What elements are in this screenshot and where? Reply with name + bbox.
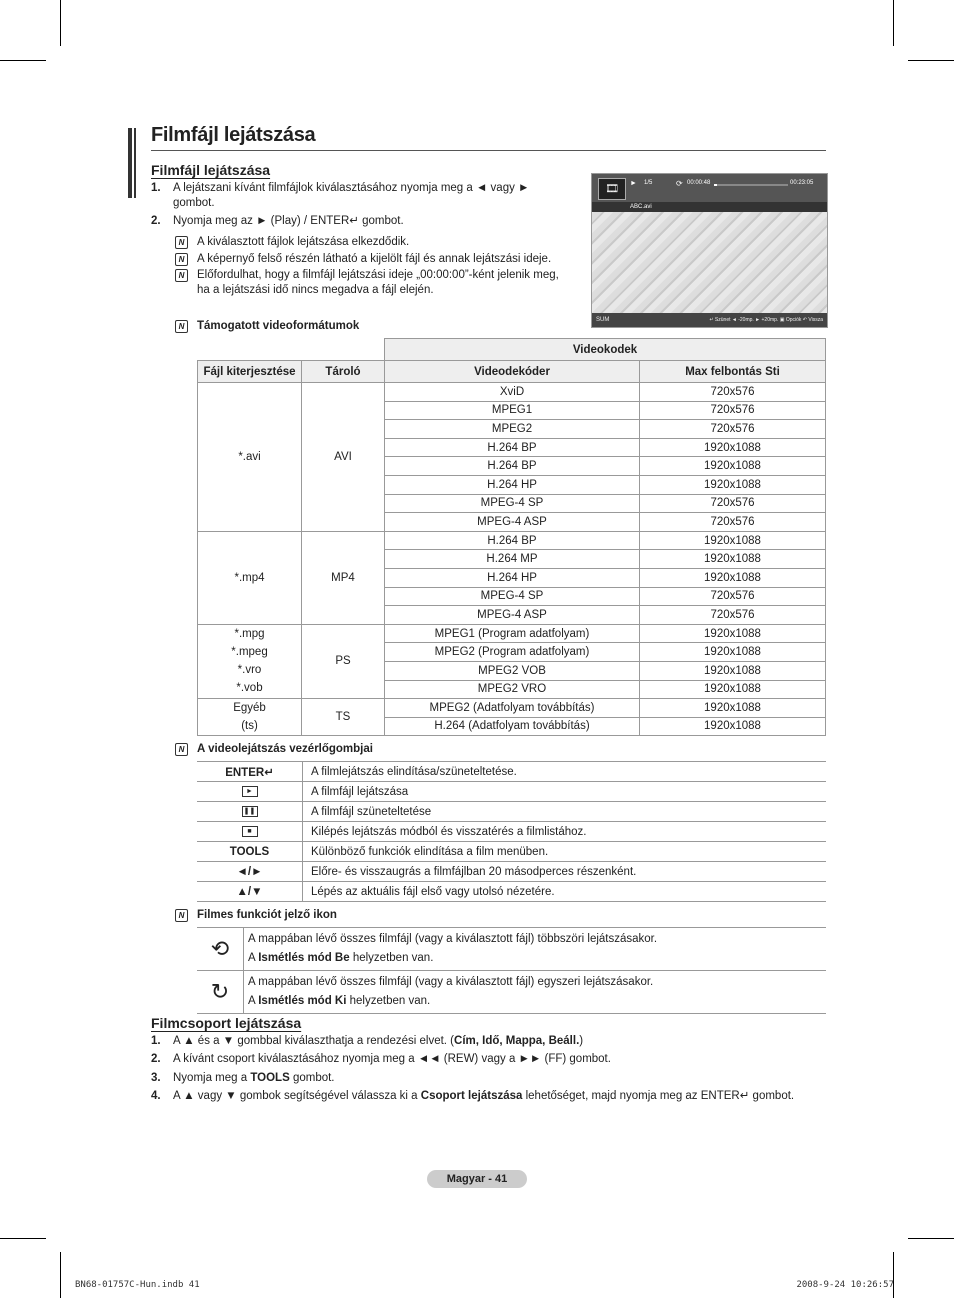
text-run: helyzetben van. <box>349 952 434 964</box>
tv-screen-illustration <box>591 173 828 328</box>
film-icon: 🎞 <box>598 178 626 200</box>
controls-table <box>197 761 826 902</box>
text-bold: Ismétlés mód Ki <box>258 995 347 1007</box>
codec-cell: XviD <box>385 383 640 402</box>
codec-cell: H.264 HP <box>385 475 640 494</box>
codec-cell: H.264 (Adatfolyam továbbítás) <box>385 717 640 736</box>
osd-bottom-bar <box>592 313 827 327</box>
osd-filename-bar <box>592 202 827 212</box>
note-icon: N <box>175 253 188 266</box>
table-row <box>197 862 826 882</box>
control-desc: A filmfájl lejátszása <box>303 782 827 802</box>
codec-cell: H.264 BP <box>385 531 640 550</box>
text-run: A ▲ és a ▼ gombbal kiválaszthatja a rendezési elvet. ( <box>173 1035 455 1047</box>
codec-cell: H.264 BP <box>385 438 640 457</box>
control-key: ▲/▼ <box>197 882 303 902</box>
resolution-cell: 720x576 <box>640 513 826 532</box>
icons-table <box>197 927 826 1014</box>
ext-cell: *.mp4 <box>198 531 302 624</box>
repeat-icon: ⟳ <box>676 179 683 188</box>
table-body <box>198 383 826 736</box>
table-row <box>197 928 826 971</box>
resolution-cell: 1920x1088 <box>640 568 826 587</box>
text-bold: Csoport lejátszása <box>420 1090 523 1102</box>
resolution-cell: 1920x1088 <box>640 475 826 494</box>
text-bold: Cím, Idő, Mappa, Beáll. <box>454 1035 580 1047</box>
note-text: Előfordulhat, hogy a filmfájl lejátszási ideje „00:00:00”-ként jelenik meg, <box>197 269 559 281</box>
crop-mark <box>60 1252 61 1298</box>
crop-mark <box>0 1238 46 1239</box>
resolution-cell: 1920x1088 <box>640 550 826 569</box>
crop-mark <box>908 60 954 61</box>
icon-desc-line: A mappában lévő összes filmfájl (vagy a kiválasztott fájl) egyszeri lejátszásakor. <box>248 976 654 988</box>
note-icon: N <box>175 320 188 333</box>
icon-desc-line <box>248 949 826 968</box>
text-run: A <box>248 952 259 964</box>
step-text <box>173 1089 794 1104</box>
table-row <box>198 699 826 718</box>
resolution-cell: 1920x1088 <box>640 457 826 476</box>
formats-heading: Támogatott videoformátumok <box>197 320 360 332</box>
container-cell: PS <box>302 624 385 698</box>
control-key: TOOLS <box>197 842 303 862</box>
codec-cell: MPEG-4 SP <box>385 587 640 606</box>
table-row <box>198 531 826 550</box>
codec-cell: MPEG2 VOB <box>385 661 640 680</box>
ext-cell: *.mpg *.mpeg *.vro *.vob <box>198 624 302 698</box>
text-run: A ▲ vagy ▼ gombok segítségével válassza ki a <box>173 1090 421 1102</box>
elapsed-time: 00:00:48 <box>687 180 711 186</box>
repeat-off-icon: ↻ <box>197 971 244 1014</box>
control-desc: A filmfájl szüneteltetése <box>303 802 827 822</box>
footer-file: BN68-01757C-Hun.indb 41 <box>75 1280 200 1290</box>
control-key: ENTER↵ <box>197 762 303 782</box>
text-run: Nyomja meg a <box>173 1072 251 1084</box>
title-rule <box>151 150 826 151</box>
resolution-cell: 1920x1088 <box>640 680 826 699</box>
codec-cell: MPEG2 <box>385 420 640 439</box>
resolution-cell: 720x576 <box>640 587 826 606</box>
resolution-cell: 720x576 <box>640 494 826 513</box>
resolution-cell: 720x576 <box>640 383 826 402</box>
table-row <box>198 624 826 643</box>
note-icon: N <box>175 269 188 282</box>
control-desc: Különböző funkciók elindítása a film menüben. <box>303 842 827 862</box>
text-run: gombot. <box>289 1072 335 1084</box>
repeat-on-icon: ⟲ <box>197 928 244 971</box>
codec-cell: H.264 BP <box>385 457 640 476</box>
text-run: lehetőséget, majd nyomja meg az ENTER↵ gombot. <box>522 1090 795 1102</box>
icon-desc-line: A mappában lévő összes filmfájl (vagy a kiválasztott fájl) többszöri lejátszásakor. <box>248 933 658 945</box>
resolution-cell: 1920x1088 <box>640 717 826 736</box>
control-desc: Előre- és visszaugrás a filmfájlban 20 másodperces részenként. <box>303 862 827 882</box>
progress-fill <box>714 184 717 186</box>
crop-mark <box>908 1238 954 1239</box>
table-corner <box>198 339 385 361</box>
source-label: SUM <box>596 317 610 323</box>
table-row <box>197 822 826 842</box>
table-row <box>197 842 826 862</box>
section-heading: Filmcsoport lejátszása <box>151 1015 302 1031</box>
step-text: A kívánt csoport kiválasztásához nyomja meg a ◄◄ (REW) vagy a ►► (FF) gombot. <box>173 1053 611 1065</box>
ext-cell: Egyéb (ts) <box>198 699 302 736</box>
file-counter: 1/5 <box>644 180 653 186</box>
control-key <box>197 822 303 842</box>
crop-mark <box>893 1252 894 1298</box>
codec-cell: H.264 MP <box>385 550 640 569</box>
control-key <box>197 782 303 802</box>
title-accent-bar <box>134 128 136 198</box>
crop-mark <box>0 60 46 61</box>
crop-mark <box>60 0 61 46</box>
page-title: Filmfájl lejátszása <box>151 124 316 146</box>
resolution-cell: 720x576 <box>640 401 826 420</box>
footer-timestamp: 2008-9-24 10:26:57 <box>796 1280 894 1290</box>
file-name: ABC.avi <box>630 204 652 210</box>
codec-cell: MPEG2 (Adatfolyam továbbítás) <box>385 699 640 718</box>
osd-hints: ↵ Szünet ◄ -20mp. ► +20mp. ▣ Opciók ↶ Vissza <box>709 317 823 323</box>
resolution-cell: 1920x1088 <box>640 531 826 550</box>
table-row <box>197 762 826 782</box>
text-run: A <box>248 995 259 1007</box>
text-run: helyzetben van. <box>346 995 431 1007</box>
step-number: 4. <box>151 1090 161 1102</box>
step-number: 2. <box>151 215 161 227</box>
codec-cell: H.264 HP <box>385 568 640 587</box>
resolution-cell: 1920x1088 <box>640 643 826 662</box>
pause-button-icon: ❚❚ <box>242 806 258 817</box>
play-button-icon: ► <box>242 786 258 797</box>
control-key <box>197 802 303 822</box>
note-text: A képernyő felső részén látható a kijelölt fájl és annak lejátszási ideje. <box>197 253 552 265</box>
crop-mark <box>893 0 894 46</box>
table-header: Tároló <box>302 361 385 383</box>
stop-button-icon: ■ <box>242 826 258 837</box>
step-number: 2. <box>151 1053 161 1065</box>
step-number: 1. <box>151 1035 161 1047</box>
step-number: 3. <box>151 1072 161 1084</box>
icons-heading: Filmes funkciót jelző ikon <box>197 909 337 921</box>
table-row <box>198 383 826 402</box>
codec-cell: MPEG1 <box>385 401 640 420</box>
step-text <box>173 1034 583 1049</box>
controls-heading: A videolejátszás vezérlőgombjai <box>197 743 373 755</box>
step-number: 1. <box>151 182 161 194</box>
resolution-cell: 720x576 <box>640 420 826 439</box>
text-bold: TOOLS <box>250 1072 290 1084</box>
note-icon: N <box>175 743 188 756</box>
resolution-cell: 1920x1088 <box>640 624 826 643</box>
table-group-header: Videokodek <box>385 339 826 361</box>
table-row <box>197 802 826 822</box>
total-time: 00:23:05 <box>790 180 814 186</box>
control-desc: Kilépés lejátszás módból és visszatérés a filmlistához. <box>303 822 827 842</box>
resolution-cell: 720x576 <box>640 606 826 625</box>
step-text: A lejátszani kívánt filmfájlok kiválasztásához nyomja meg a ◄ vagy ► <box>173 182 530 194</box>
note-icon: N <box>175 909 188 922</box>
codec-cell: MPEG-4 SP <box>385 494 640 513</box>
text-run: ) <box>579 1035 584 1047</box>
control-desc: A filmlejátszás elindítása/szüneteltetése. <box>303 762 827 782</box>
step-2 <box>151 214 571 229</box>
icon-desc-line <box>248 992 826 1011</box>
control-desc: Lépés az aktuális fájl első vagy utolsó nézetére. <box>303 882 827 902</box>
codec-cell: MPEG1 (Program adatfolyam) <box>385 624 640 643</box>
codec-cell: MPEG-4 ASP <box>385 513 640 532</box>
title-accent-bar <box>128 128 132 198</box>
resolution-cell: 1920x1088 <box>640 438 826 457</box>
ext-cell: *.avi <box>198 383 302 532</box>
osd-top-bar <box>592 174 827 202</box>
table-header: Max felbontás Sti <box>640 361 826 383</box>
resolution-cell: 1920x1088 <box>640 699 826 718</box>
table-header: Videodekóder <box>385 361 640 383</box>
control-key: ◄/► <box>197 862 303 882</box>
step-text <box>173 1071 335 1086</box>
container-cell: AVI <box>302 383 385 532</box>
resolution-cell: 1920x1088 <box>640 661 826 680</box>
note-icon: N <box>175 236 188 249</box>
container-cell: MP4 <box>302 531 385 624</box>
table-row <box>197 782 826 802</box>
note-text: ha a lejátszási idő nincs megadva a fájl elején. <box>197 284 434 296</box>
codec-cell: MPEG-4 ASP <box>385 606 640 625</box>
icon-desc <box>244 928 827 971</box>
codec-cell: MPEG2 (Program adatfolyam) <box>385 643 640 662</box>
note-text: A kiválasztott fájlok lejátszása elkezdődik. <box>197 236 410 248</box>
table-row <box>197 971 826 1014</box>
video-format-table <box>197 338 826 736</box>
step-text: Nyomja meg az ► (Play) / ENTER↵ gombot. <box>173 215 404 227</box>
text-bold: Ismétlés mód Be <box>258 952 350 964</box>
table-row <box>197 882 826 902</box>
step-1 <box>151 181 571 213</box>
step-text: gombot. <box>173 197 215 209</box>
play-icon: ► <box>630 180 637 187</box>
codec-cell: MPEG2 VRO <box>385 680 640 699</box>
section-heading: Filmfájl lejátszása <box>151 162 271 178</box>
progress-bar <box>714 184 788 186</box>
icon-desc <box>244 971 827 1014</box>
page-number-badge: Magyar - 41 <box>427 1170 527 1188</box>
table-header: Fájl kiterjesztése <box>198 361 302 383</box>
container-cell: TS <box>302 699 385 736</box>
